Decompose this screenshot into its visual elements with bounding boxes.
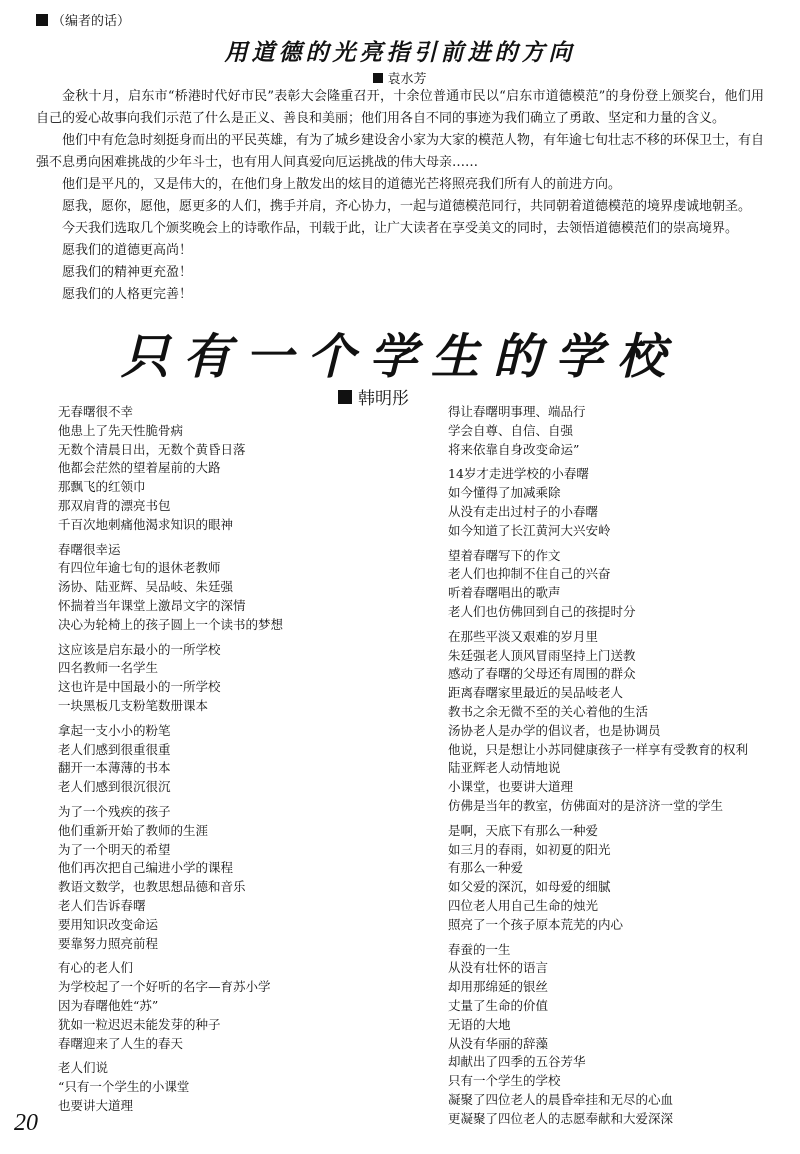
poem-stanza bbox=[448, 822, 788, 935]
intro-paragraph: 愿我们的精神更充盈！ bbox=[62, 265, 193, 280]
poem-stanza bbox=[448, 403, 788, 459]
poem-line: 更凝聚了四位老人的志愿奉献和大爱深深 bbox=[448, 1110, 674, 1126]
poem-line: 教书之余无微不至的关心着他的生活 bbox=[448, 703, 649, 719]
poem-stanza bbox=[58, 959, 418, 1053]
editor-note-label: （编者的话） bbox=[52, 14, 131, 29]
poem-line: 却用那绵延的银丝 bbox=[448, 979, 549, 995]
article-author-name: 袁水芳 bbox=[387, 72, 427, 87]
poem-line: 他们再次把自己编进小学的课程 bbox=[58, 860, 234, 876]
poem-line: 如父爱的深沉，如母爱的细腻 bbox=[448, 879, 611, 895]
poem-line: 有心的老人们 bbox=[58, 960, 134, 976]
poem-line: 老人们告诉春曙 bbox=[58, 897, 146, 913]
poem-column-left bbox=[58, 403, 418, 1122]
intro-paragraph: 愿我们的道德更高尚！ bbox=[62, 243, 193, 258]
poem-line: 也要讲大道理 bbox=[58, 1097, 134, 1113]
poem-line: 无语的大地 bbox=[448, 1016, 511, 1032]
poem-line: 老人们也抑制不住自己的兴奋 bbox=[448, 566, 611, 582]
poem-line: 老人们感到很沉很沉 bbox=[58, 779, 171, 795]
poem-line: 从没有华丽的辞藻 bbox=[448, 1035, 549, 1051]
poem-line: 老人们也仿佛回到自己的孩提时分 bbox=[448, 603, 636, 619]
poem-line: 一块黑板几支粉笔数册课本 bbox=[58, 697, 209, 713]
poem-line: 他都会茫然的望着屋前的大路 bbox=[58, 460, 221, 476]
editor-note-tag bbox=[36, 10, 130, 29]
poem-line: 无数个清晨日出，无数个黄昏日落 bbox=[58, 441, 246, 457]
poem-author-name: 韩明彤 bbox=[358, 389, 409, 409]
poem-line: 春曙很幸运 bbox=[58, 541, 121, 557]
poem-line: 仿佛是当年的教室，仿佛面对的是济济一堂的学生 bbox=[448, 797, 724, 813]
poem-line: 陆亚辉老人动情地说 bbox=[448, 760, 561, 776]
poem-line: “只有一个学生的小课堂 bbox=[58, 1079, 190, 1095]
poem-line: 从没有走出过村子的小春曙 bbox=[448, 503, 599, 519]
poem-line: 千百次地刺痛他渴求知识的眼神 bbox=[58, 516, 234, 532]
intro-paragraph: 他们是平凡的，又是伟大的，在他们身上散发出的炫目的道德光芒将照亮我们所有人的前进方向。 bbox=[62, 177, 622, 192]
poem-stanza bbox=[58, 1059, 418, 1115]
poem-line: 是啊，天底下有那么一种爱 bbox=[448, 822, 599, 838]
poem-line: 他们重新开始了教师的生涯 bbox=[58, 822, 209, 838]
poem-line: 汤协、陆亚辉、吴品岐、朱廷强 bbox=[58, 579, 234, 595]
poem-line: 感动了春曙的父母还有周围的群众 bbox=[448, 666, 636, 682]
poem-line: 怀揣着当年课堂上激昂文字的深情 bbox=[58, 597, 246, 613]
square-bullet-icon bbox=[36, 14, 48, 26]
poem-line: 犹如一粒迟迟未能发芽的种子 bbox=[58, 1016, 221, 1032]
poem-line: 那飘飞的红领巾 bbox=[58, 479, 146, 495]
poem-line: 14岁才走进学校的小春曙 bbox=[448, 466, 589, 482]
poem-line: 那双肩背的漂亮书包 bbox=[58, 497, 171, 513]
poem-line: 距离春曙家里最近的吴品岐老人 bbox=[448, 685, 624, 701]
intro-text bbox=[36, 86, 764, 306]
poem-line: 凝聚了四位老人的晨昏牵挂和无尽的心血 bbox=[448, 1091, 674, 1107]
poem-stanza bbox=[58, 403, 418, 535]
poem-stanza bbox=[58, 641, 418, 716]
poem-line: 听着春曙唱出的歌声 bbox=[448, 585, 561, 601]
poem-line: 小课堂，也要讲大道理 bbox=[448, 779, 574, 795]
poem-line: 要用知识改变命运 bbox=[58, 916, 159, 932]
poem-line: 决心为轮椅上的孩子圆上一个读书的梦想 bbox=[58, 616, 284, 632]
poem-line: 却献出了四季的五谷芳华 bbox=[448, 1054, 586, 1070]
poem-line: 他患上了先天性脆骨病 bbox=[58, 422, 184, 438]
poem-line: 老人们感到很重很重 bbox=[58, 741, 171, 757]
poem-line: 他说，只是想让小苏同健康孩子一样享有受教育的权利 bbox=[448, 741, 749, 757]
poem-line: 在那些平淡又艰难的岁月里 bbox=[448, 628, 599, 644]
poem-line: 四名教师一名学生 bbox=[58, 660, 159, 676]
poem-stanza bbox=[448, 547, 788, 622]
square-bullet-icon bbox=[373, 73, 383, 83]
poem-line: 这应该是启东最小的一所学校 bbox=[58, 641, 221, 657]
poem-line: 只有一个学生的学校 bbox=[448, 1073, 561, 1089]
poem-stanza bbox=[58, 541, 418, 635]
poem-line: 因为春曙他姓“苏” bbox=[58, 997, 159, 1013]
poem-line: 如今懂得了加减乘除 bbox=[448, 485, 561, 501]
poem-line: 照亮了一个孩子原本荒芜的内心 bbox=[448, 916, 624, 932]
poem-line: 将来依靠自身改变命运” bbox=[448, 441, 580, 457]
poem-line: 四位老人用自己生命的烛光 bbox=[448, 897, 599, 913]
poem-stanza bbox=[448, 628, 788, 816]
poem-line: 教语文数学，也教思想品德和音乐 bbox=[58, 879, 246, 895]
poem-line: 春蚕的一生 bbox=[448, 941, 511, 957]
square-bullet-icon bbox=[338, 390, 352, 404]
poem-line: 春曙迎来了人生的春天 bbox=[58, 1035, 184, 1051]
poem-line: 为学校起了一个好听的名字—育苏小学 bbox=[58, 979, 271, 995]
poem-stanza bbox=[58, 722, 418, 797]
intro-paragraph: 愿我，愿你，愿他，愿更多的人们，携手并肩，齐心协力，一起与道德模范同行，共同朝着道德模范的境界虔诚地朝圣。 bbox=[62, 199, 752, 214]
article-title: 用道德的光亮指引前进的方向 bbox=[224, 39, 576, 66]
poem-line: 学会自尊、自信、自强 bbox=[448, 422, 574, 438]
poem-line: 翻开一本薄薄的书本 bbox=[58, 760, 171, 776]
page-number: 20 bbox=[14, 1110, 38, 1136]
intro-paragraph: 愿我们的人格更完善！ bbox=[62, 287, 193, 302]
poem-line: 如今知道了长江黄河大兴安岭 bbox=[448, 522, 611, 538]
poem-line: 要靠努力照亮前程 bbox=[58, 935, 159, 951]
poem-line: 如三月的春雨，如初夏的阳光 bbox=[448, 841, 611, 857]
poem-line: 拿起一支小小的粉笔 bbox=[58, 722, 171, 738]
poem-line: 这也许是中国最小的一所学校 bbox=[58, 679, 221, 695]
poem-line: 朱廷强老人顶风冒雨坚持上门送教 bbox=[448, 647, 636, 663]
poem-stanza bbox=[448, 941, 788, 1129]
intro-paragraph: 金秋十月，启东市“桥港时代好市民”表彰大会隆重召开，十余位普通市民以“启东市道德模范”的身份登上颁奖台，他们用自己的爱心故事向我们示范了什么是正义、善良和美丽；他们用各自不同的事迹为我们确立了勇敢、坚定和力量的含义。 bbox=[36, 89, 764, 126]
poem-line: 丈量了生命的价值 bbox=[448, 997, 549, 1013]
poem-line: 为了一个残疾的孩子 bbox=[58, 803, 171, 819]
poem-column-right bbox=[448, 403, 788, 1134]
poem-stanza bbox=[58, 803, 418, 953]
intro-paragraph: 今天我们选取几个颁奖晚会上的诗歌作品，刊载于此，让广大读者在享受美文的同时，去领悟道德模范们的崇高境界。 bbox=[62, 221, 739, 236]
poem-line: 无春曙很不幸 bbox=[58, 404, 134, 419]
poem-line: 有四位年逾七旬的退休老教师 bbox=[58, 560, 221, 576]
intro-paragraph: 他们中有危急时刻挺身而出的平民英雄，有为了城乡建设舍小家为大家的模范人物，有年逾七旬壮志不移的环保卫士，有自强不息勇向困难挑战的少年斗士，也有用人间真爱向厄运挑战的伟大母亲…… bbox=[36, 133, 765, 170]
poem-stanza bbox=[448, 465, 788, 540]
poem-line: 得让春曙明事理、端品行 bbox=[448, 404, 586, 419]
poem-line: 从没有壮怀的语言 bbox=[448, 960, 549, 976]
article-author bbox=[0, 68, 800, 87]
poem-line: 汤协老人是办学的倡议者，也是协调员 bbox=[448, 722, 661, 738]
poem-line: 有那么一种爱 bbox=[448, 860, 524, 876]
poem-title: 只有一个学生的学校 bbox=[120, 329, 679, 385]
poem-line: 老人们说 bbox=[58, 1060, 109, 1076]
poem-line: 为了一个明天的希望 bbox=[58, 841, 171, 857]
poem-line: 望着春曙写下的作文 bbox=[448, 547, 561, 563]
